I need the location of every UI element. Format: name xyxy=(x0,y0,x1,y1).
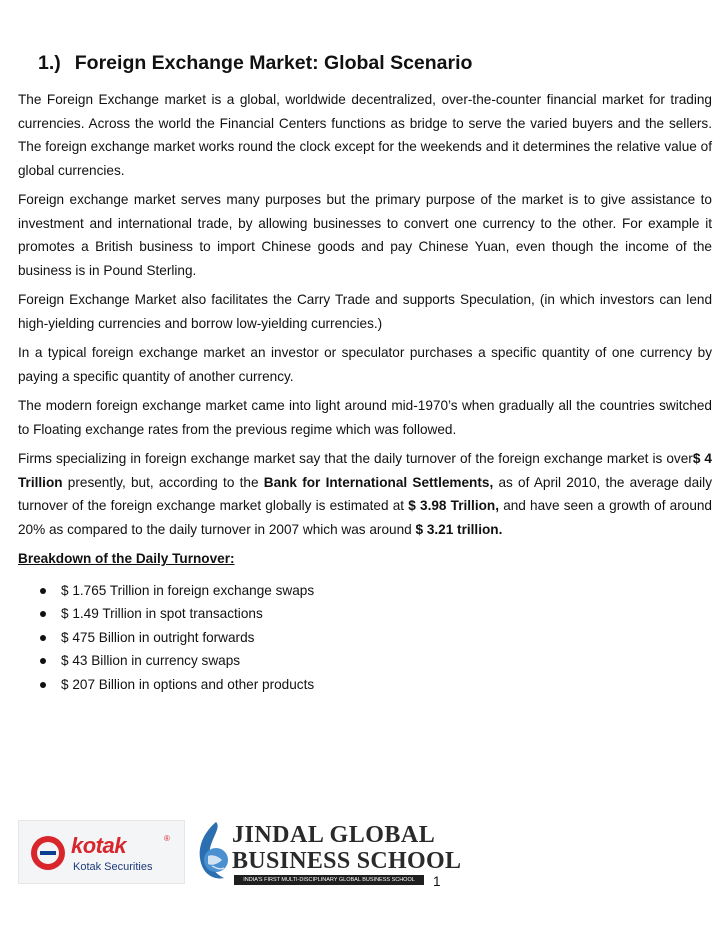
globe-icon xyxy=(192,820,232,882)
paragraph-5: The modern foreign exchange market came into light around mid-1970’s when gradually all the countries switched to Floating exchange rates from the previous regime which was followed. xyxy=(18,398,712,437)
list-item: $ 1.765 Trillion in foreign exchange swaps xyxy=(61,579,712,603)
kotak-wordmark: kotak xyxy=(71,833,126,858)
page-number: 1 xyxy=(433,874,441,889)
turnover-current: $ 4 Trillion xyxy=(18,451,712,490)
kotak-subtitle: Kotak Securities xyxy=(73,861,153,873)
registered-mark: ® xyxy=(164,834,170,843)
bullet-icon xyxy=(40,658,46,664)
jgbs-title-line2: BUSINESS SCHOOL xyxy=(232,848,462,874)
bullet-icon xyxy=(40,588,46,594)
bis-name: Bank for International Settlements, xyxy=(263,474,494,490)
list-item: $ 1.49 Trillion in spot transactions xyxy=(61,602,712,626)
turnover-2007: $ 3.21 trillion. xyxy=(415,521,503,537)
turnover-2010: $ 3.98 Trillion, xyxy=(408,498,499,513)
kotak-emblem-icon xyxy=(31,836,65,870)
paragraph-4: In a typical foreign exchange market an investor or speculator purchases a specific quantity of one currency by paying a specific quantity of another currency. xyxy=(18,345,712,384)
kotak-logo xyxy=(18,820,185,884)
jgbs-tagline: INDIA'S FIRST MULTI-DISCIPLINARY GLOBAL BUSINESS SCHOOL xyxy=(234,875,424,885)
section-title: Foreign Exchange Market: Global Scenario xyxy=(74,52,473,74)
page-title xyxy=(38,52,712,75)
bullet-icon xyxy=(40,611,46,617)
list-item: $ 475 Billion in outright forwards xyxy=(61,626,712,650)
paragraph-2: Foreign exchange market serves many purposes but the primary purpose of the market is to give assistance to investment and international trade, by allowing businesses to convert one currency to the other. For example it promotes a British business to import Chinese goods and pay Chinese Yuan, even though the income of the business is in Pound Sterling. xyxy=(18,192,712,278)
list-item: $ 43 Billion in currency swaps xyxy=(61,649,712,673)
section-number: 1.) xyxy=(38,52,61,74)
paragraph-3: Foreign Exchange Market also facilitates the Carry Trade and supports Speculation, (in which investors can lend high-yielding currencies and borrow low-yielding currencies.) xyxy=(18,292,712,331)
jgbs-title-line1: JINDAL GLOBAL xyxy=(232,822,436,848)
breakdown-list xyxy=(18,579,712,697)
bullet-icon xyxy=(40,682,46,688)
list-item: $ 207 Billion in options and other products xyxy=(61,673,712,697)
paragraph-1: The Foreign Exchange market is a global, worldwide decentralized, over-the-counter financial market for trading currencies. Across the world the Financial Centers functions as bridge to serve the varied buyers and the sellers. The foreign exchange market works round the clock except for the weekends and it determines the relative value of global currencies. xyxy=(18,92,712,178)
paragraph-6: Firms specializing in foreign exchange market say that the daily turnover of the foreign exchange market is over$ 4 Trillion presently, but, according to the Bank for International Settlements, as of April 2010, the average daily turnover of the foreign exchange market globally is estimated at $ 3.98 Trillion, and have seen a growth of around 20% as compared to the daily turnover in 2007 which was around $ 3.21 trillion. xyxy=(18,451,712,537)
jgbs-logo xyxy=(188,816,462,886)
document-body xyxy=(18,52,712,696)
breakdown-title: Breakdown of the Daily Turnover: xyxy=(18,551,235,566)
bullet-icon xyxy=(40,635,46,641)
